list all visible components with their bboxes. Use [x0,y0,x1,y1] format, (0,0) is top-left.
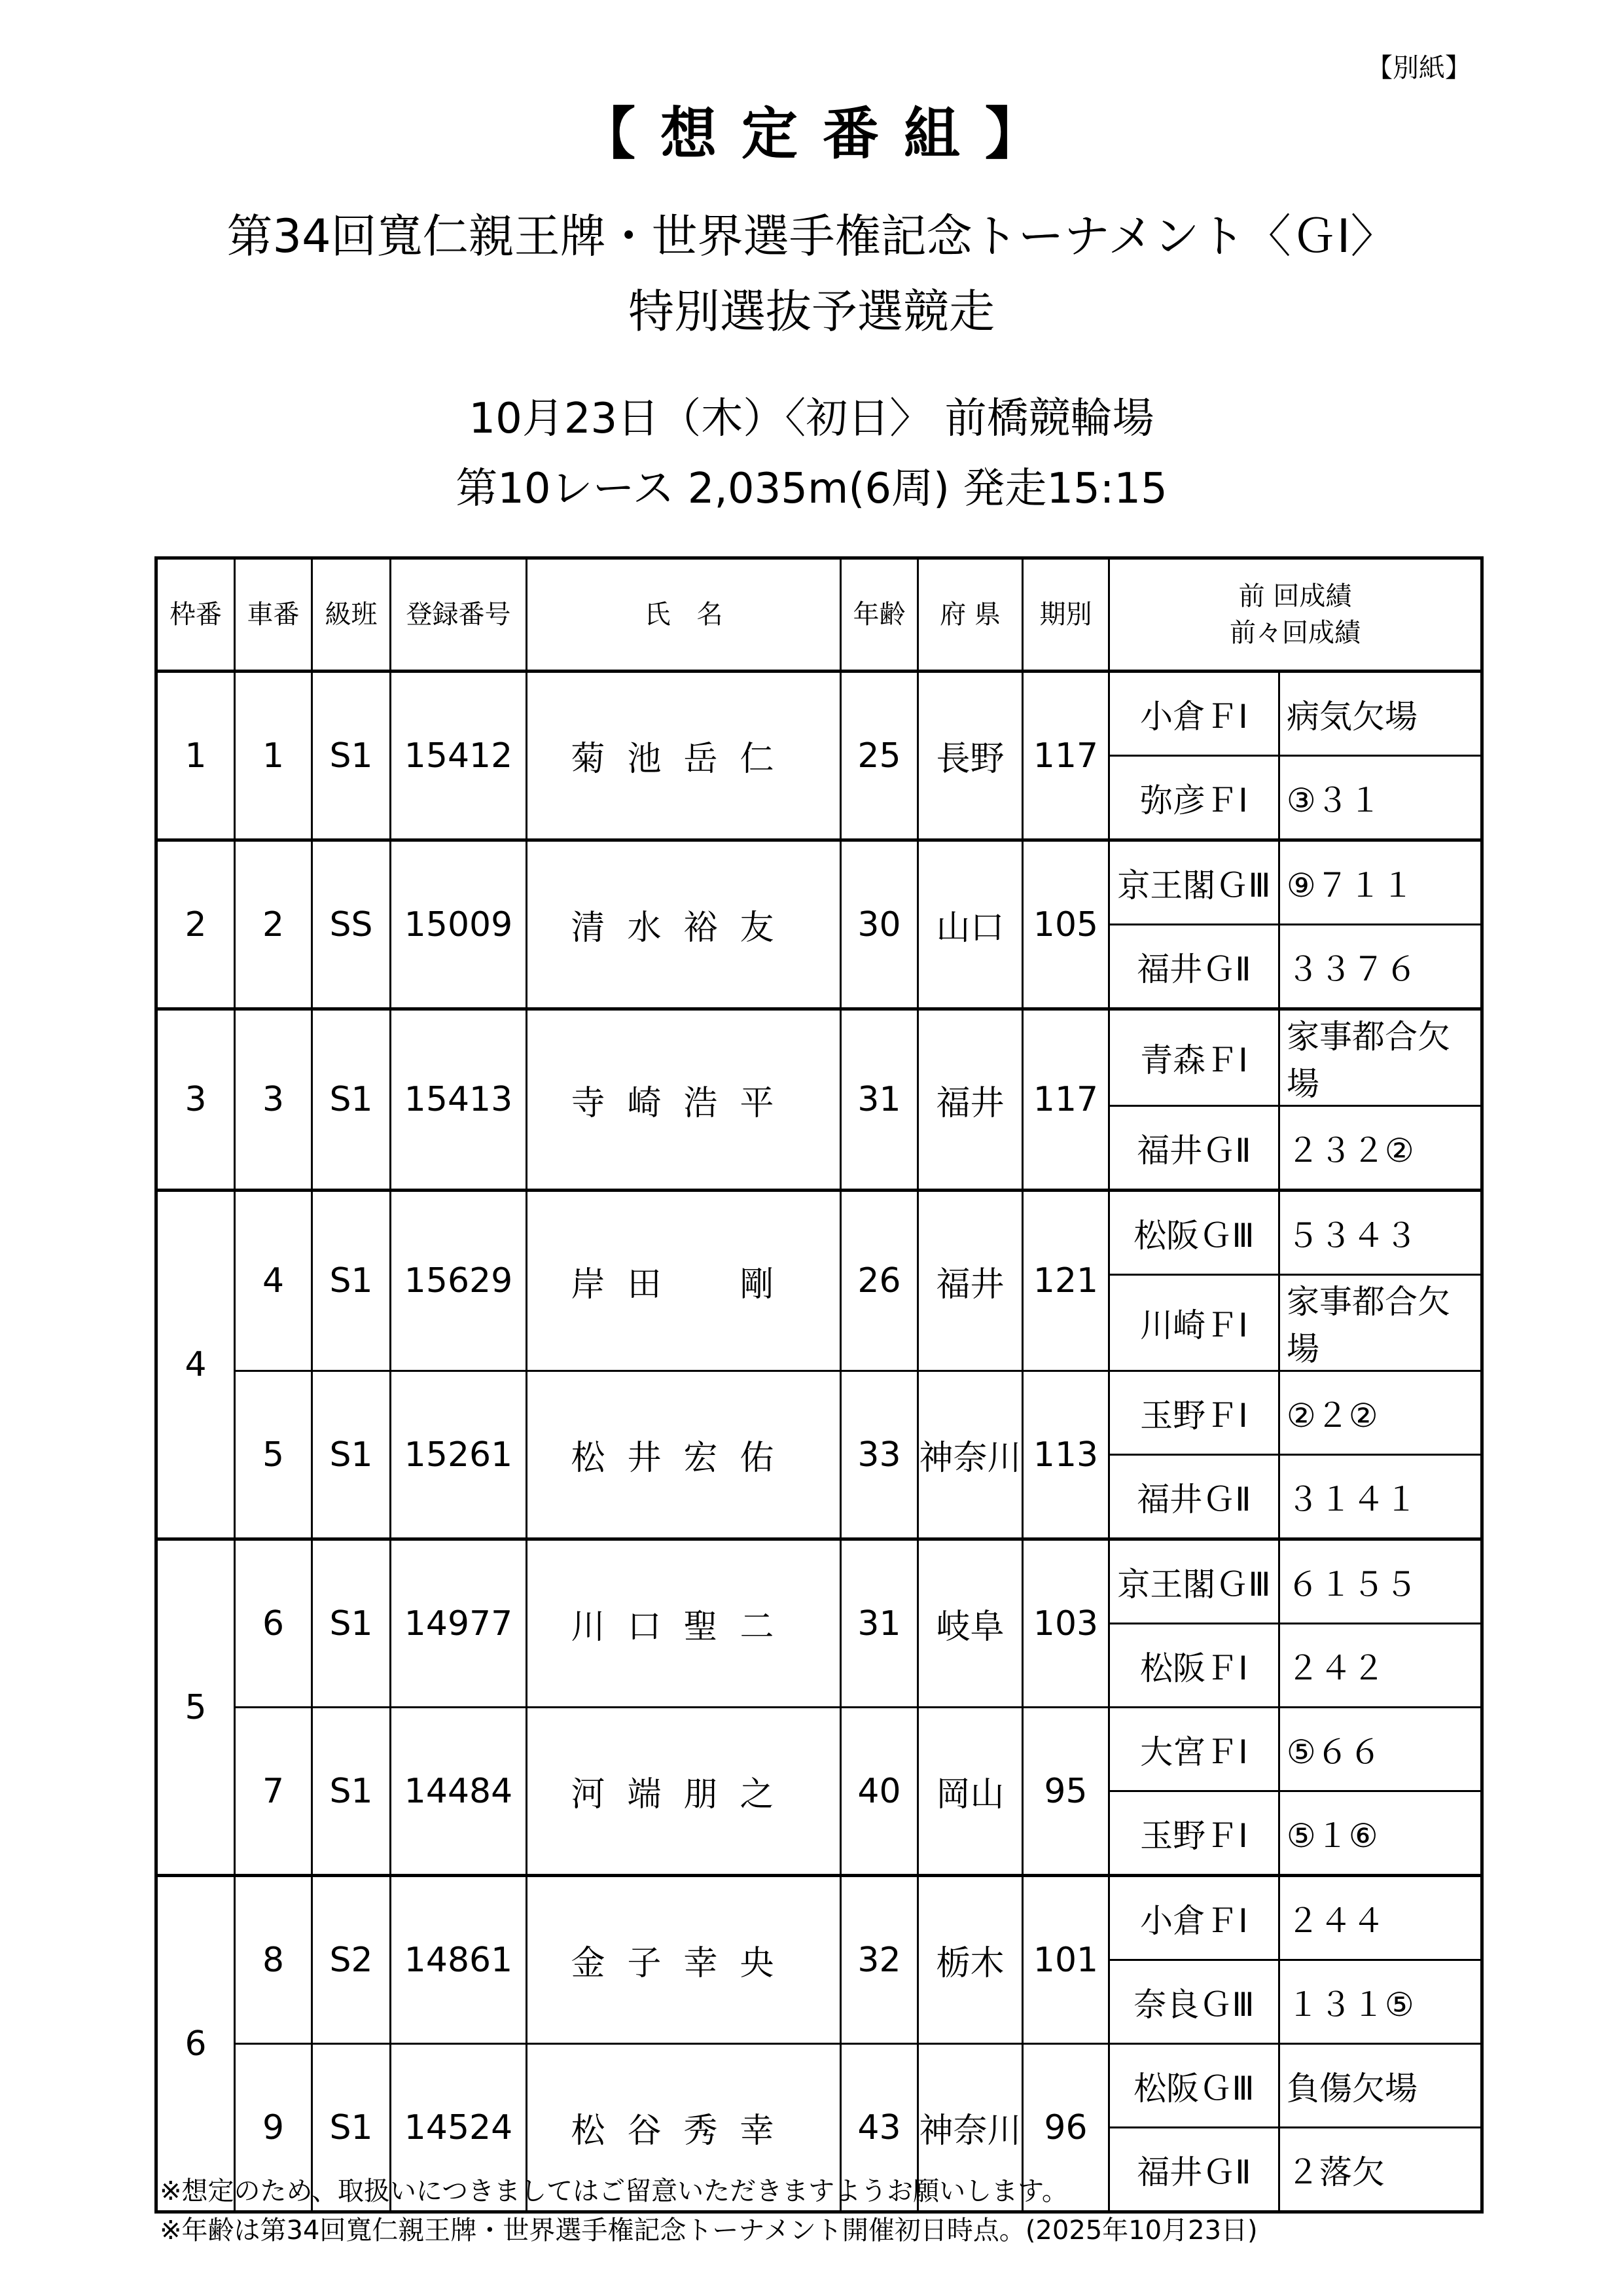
prev-result: 負傷欠場 [1279,2044,1482,2128]
pref-cell: 福井 [918,1191,1023,1371]
prev-result: ６１５５ [1279,1539,1482,1624]
entry-table [154,556,1484,2214]
kyu-cell: S1 [312,1009,391,1191]
reg-cell: 15412 [391,672,527,840]
kyu-cell: S1 [312,2044,391,2212]
age-cell: 26 [841,1191,918,1371]
term-cell: 117 [1023,1009,1109,1191]
pref-cell: 岡山 [918,1708,1023,1876]
prev2-result: ③３１ [1279,756,1482,840]
name-cell: 菊池岳仁 [527,672,841,840]
kyu-cell: SS [312,840,391,1009]
kyu-cell: S2 [312,1876,391,2044]
prev2-result: ３３７６ [1279,925,1482,1009]
reg-cell: 14524 [391,2044,527,2212]
footnote-1: ※想定のため、取扱いにつきましてはご留意いただきますようお願いします。 [160,2176,1068,2206]
reg-cell: 15629 [391,1191,527,1371]
race-category: 特別選抜予選競走 [628,285,995,338]
reg-cell: 14484 [391,1708,527,1876]
date-venue: 10月23日（木）〈初日〉 前橋競輪場 [469,395,1154,443]
table-row [156,1371,1482,1455]
table-row [156,1708,1482,1791]
kyu-cell: S1 [312,1371,391,1539]
reg-cell: 14861 [391,1876,527,2044]
kyu-cell: S1 [312,1191,391,1371]
term-cell: 117 [1023,672,1109,840]
age-cell: 31 [841,1009,918,1191]
age-cell: 25 [841,672,918,840]
prev-result: ②２② [1279,1371,1482,1455]
header-sha: 車番 [235,558,312,672]
waku-cell: 2 [156,840,235,1009]
term-cell: 105 [1023,840,1109,1009]
waku-cell: 5 [156,1539,235,1876]
term-cell: 121 [1023,1191,1109,1371]
table-row [156,1876,1482,1960]
header-term: 期別 [1023,558,1109,672]
pref-cell: 神奈川 [918,2044,1023,2212]
prev2-venue: 弥彦ＦⅠ [1109,756,1279,840]
pref-cell: 栃木 [918,1876,1023,2044]
prev-result: 病気欠場 [1279,672,1482,756]
pref-cell: 山口 [918,840,1023,1009]
reg-cell: 15009 [391,840,527,1009]
header-prev2: 前々回成績 [1230,618,1361,648]
age-cell: 40 [841,1708,918,1876]
prev-venue: 青森ＦⅠ [1109,1009,1279,1106]
header-age: 年齢 [841,558,918,672]
pref-cell: 岐阜 [918,1539,1023,1708]
waku-cell: 1 [156,672,235,840]
prev2-venue: 松阪ＦⅠ [1109,1624,1279,1708]
prev-venue: 京王閣ＧⅢ [1109,840,1279,925]
reg-cell: 15261 [391,1371,527,1539]
table-row [156,1191,1482,1275]
prev-venue: 大宮ＦⅠ [1109,1708,1279,1791]
prev2-venue: 福井ＧⅡ [1109,1455,1279,1539]
name-cell: 寺崎浩平 [527,1009,841,1191]
name-cell: 河端朋之 [527,1708,841,1876]
prev2-venue: 福井ＧⅡ [1109,925,1279,1009]
waku-cell: 6 [156,1876,235,2212]
sha-cell: 9 [235,2044,312,2212]
name-cell: 松谷秀幸 [527,2044,841,2212]
sha-cell: 3 [235,1009,312,1191]
pref-cell: 長野 [918,672,1023,840]
age-cell: 30 [841,840,918,1009]
sha-cell: 5 [235,1371,312,1539]
header-waku: 枠番 [156,558,235,672]
name-cell: 清水裕友 [527,840,841,1009]
prev-venue: 小倉ＦⅠ [1109,672,1279,756]
header-records [1109,558,1482,672]
header-kyu: 級班 [312,558,391,672]
prev-result: ２４４ [1279,1876,1482,1960]
table-row [156,672,1482,756]
prev-result: ⑤６６ [1279,1708,1482,1791]
reg-cell: 15413 [391,1009,527,1191]
waku-cell: 3 [156,1009,235,1191]
term-cell: 101 [1023,1876,1109,2044]
prev2-result: ２４２ [1279,1624,1482,1708]
table-row [156,840,1482,925]
term-cell: 113 [1023,1371,1109,1539]
prev2-venue: 福井ＧⅡ [1109,2128,1279,2212]
attachment-label: 【別紙】 [1366,53,1471,83]
sha-cell: 2 [235,840,312,1009]
sha-cell: 8 [235,1876,312,2044]
header-pref: 府 県 [918,558,1023,672]
race-info: 第10レース 2,035m(6周) 発走15:15 [455,465,1168,513]
age-cell: 31 [841,1539,918,1708]
name-cell: 川口聖二 [527,1539,841,1708]
waku-cell: 4 [156,1191,235,1539]
age-cell: 33 [841,1371,918,1539]
prev2-result: １３１⑤ [1279,1960,1482,2044]
table-row [156,1539,1482,1624]
table-row [156,2044,1482,2128]
kyu-cell: S1 [312,672,391,840]
header-reg: 登録番号 [391,558,527,672]
prev2-venue: 福井ＧⅡ [1109,1106,1279,1191]
prev2-result: ２３２② [1279,1106,1482,1191]
sha-cell: 4 [235,1191,312,1371]
prev2-venue: 玉野ＦⅠ [1109,1791,1279,1876]
header-row [156,558,1482,672]
pref-cell: 神奈川 [918,1371,1023,1539]
prev2-result: ⑤１⑥ [1279,1791,1482,1876]
prev2-result: 家事都合欠場 [1279,1275,1482,1371]
pref-cell: 福井 [918,1009,1023,1191]
sha-cell: 6 [235,1539,312,1708]
table-row [156,1009,1482,1106]
event-title: 第34回寬仁親王牌・世界選手権記念トーナメント〈ＧⅠ〉 [226,209,1397,263]
reg-cell: 14977 [391,1539,527,1708]
prev-venue: 小倉ＦⅠ [1109,1876,1279,1960]
name-cell: 金子幸央 [527,1876,841,2044]
prev-venue: 松阪ＧⅢ [1109,2044,1279,2128]
page-title: 【 想 定 番 組 】 [579,101,1044,167]
term-cell: 95 [1023,1708,1109,1876]
term-cell: 103 [1023,1539,1109,1708]
prev-venue: 玉野ＦⅠ [1109,1371,1279,1455]
footnotes [160,2172,1258,2250]
prev2-result: ２落欠 [1279,2128,1482,2212]
sha-cell: 7 [235,1708,312,1876]
prev-result: 家事都合欠場 [1279,1009,1482,1106]
kyu-cell: S1 [312,1539,391,1708]
age-cell: 43 [841,2044,918,2212]
prev-venue: 京王閣ＧⅢ [1109,1539,1279,1624]
prev2-result: ３１４１ [1279,1455,1482,1539]
name-cell: 岸田 剛 [527,1191,841,1371]
prev2-venue: 奈良ＧⅢ [1109,1960,1279,2044]
prev2-venue: 川崎ＦⅠ [1109,1275,1279,1371]
header-name: 氏 名 [527,558,841,672]
term-cell: 96 [1023,2044,1109,2212]
header-prev1: 前 回成績 [1238,581,1352,611]
prev-venue: 松阪ＧⅢ [1109,1191,1279,1275]
footnote-2: ※年齢は第34回寬仁親王牌・世界選手権記念トーナメント開催初日時点。(2025年10月23日) [160,2215,1258,2246]
prev-result: ⑨７１１ [1279,840,1482,925]
sha-cell: 1 [235,672,312,840]
name-cell: 松井宏佑 [527,1371,841,1539]
prev-result: ５３４３ [1279,1191,1482,1275]
age-cell: 32 [841,1876,918,2044]
kyu-cell: S1 [312,1708,391,1876]
